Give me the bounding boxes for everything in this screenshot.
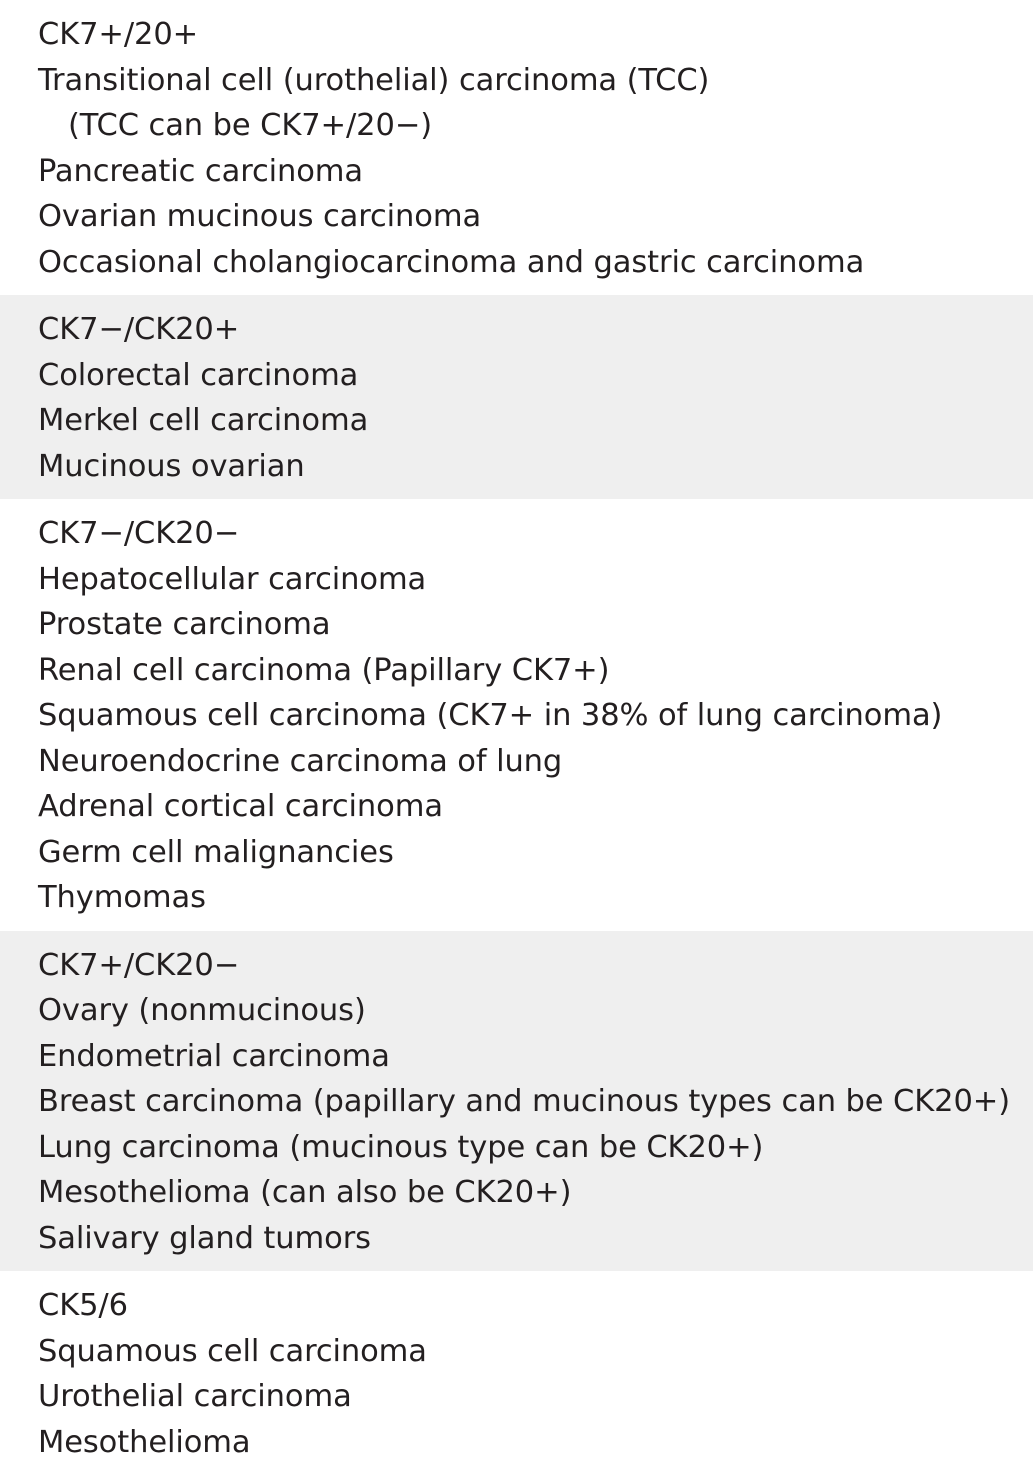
- row-list-item: Breast carcinoma (papillary and mucinous types can be CK20+): [38, 1084, 1011, 1119]
- row-list-item: Lung carcinoma (mucinous type can be CK20+): [38, 1129, 764, 1165]
- table-row: [0, 931, 1033, 1272]
- row-group-heading: CK7−/CK20−: [38, 516, 240, 551]
- row-list-item: Transitional cell (urothelial) carcinoma (TCC): [38, 62, 710, 98]
- row-list-item: Hepatocellular carcinoma: [38, 561, 427, 597]
- row-list-item: Endometrial carcinoma: [38, 1038, 390, 1074]
- row-list-item: Salivary gland tumors: [38, 1220, 371, 1256]
- row-list-item: Mesothelioma (can also be CK20+): [38, 1175, 572, 1210]
- row-list-item: Ovary (nonmucinous): [38, 993, 366, 1028]
- table-row: [0, 0, 1033, 295]
- row-list-item: Renal cell carcinoma (Papillary CK7+): [38, 652, 610, 688]
- row-list-item: Occasional cholangiocarcinoma and gastric carcinoma: [38, 244, 865, 280]
- row-list-item: Squamous cell carcinoma: [38, 1333, 427, 1369]
- row-list-item: Pancreatic carcinoma: [38, 153, 363, 189]
- row-list-item: Squamous cell carcinoma (CK7+ in 38% of lung carcinoma): [38, 698, 943, 733]
- row-list-item: Colorectal carcinoma: [38, 357, 359, 393]
- row-group-heading: CK7+/CK20−: [38, 947, 240, 983]
- row-list-item: Merkel cell carcinoma: [38, 403, 369, 438]
- row-list-item: (TCC can be CK7+/20−): [68, 108, 433, 143]
- row-list-item: Germ cell malignancies: [38, 834, 394, 870]
- row-list-item: Mucinous ovarian: [38, 448, 305, 484]
- table-row: [0, 1271, 1033, 1475]
- row-group-heading: CK5/6: [38, 1288, 128, 1323]
- row-list-item: Adrenal cortical carcinoma: [38, 789, 443, 824]
- row-list-item: Thymomas: [38, 880, 206, 915]
- row-list-item: Mesothelioma: [38, 1424, 251, 1460]
- table-row: [0, 295, 1033, 499]
- table-row: [0, 499, 1033, 931]
- row-group-heading: CK7−/CK20+: [38, 312, 240, 347]
- row-group-heading: CK7+/20+: [38, 17, 199, 52]
- row-list-item: Ovarian mucinous carcinoma: [38, 199, 482, 234]
- row-list-item: Neuroendocrine carcinoma of lung: [38, 743, 563, 779]
- row-list-item: Prostate carcinoma: [38, 607, 331, 642]
- row-list-item: Urothelial carcinoma: [38, 1379, 352, 1414]
